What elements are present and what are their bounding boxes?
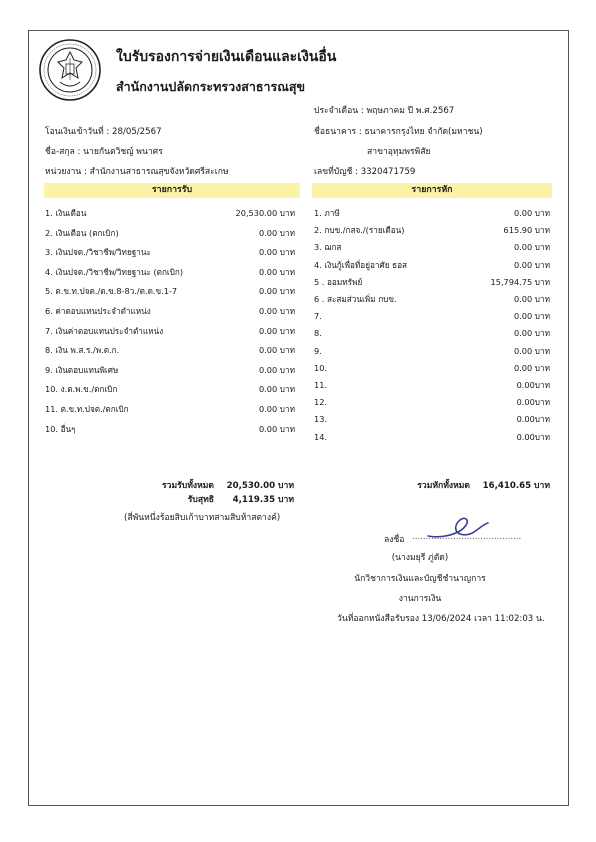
item-amount: 0.00 บาท bbox=[258, 423, 295, 434]
list-item bbox=[45, 305, 295, 317]
issue-timestamp: วันที่ออกหนังสือรับรอง 13/06/2024 เวลา 11:02:03 น. bbox=[337, 614, 545, 624]
list-item bbox=[45, 266, 295, 278]
list-item bbox=[45, 383, 295, 395]
item-label: 4. เงินปจต./วิชาชีพ/วิทยฐานะ (ตกเบิก) bbox=[45, 266, 184, 277]
income-header: รายการรับ bbox=[44, 183, 300, 198]
signer-section: งานการเงิน bbox=[398, 594, 442, 604]
item-label: 12. bbox=[314, 397, 328, 408]
item-label: 3. เงินปจต./วิชาชีพ/วิทยฐานะ bbox=[45, 247, 151, 258]
item-label: 11. bbox=[314, 380, 328, 390]
list-item bbox=[45, 364, 295, 376]
list-item bbox=[314, 379, 550, 391]
list-item bbox=[45, 403, 295, 415]
sign-label: ลงชื่อ bbox=[384, 535, 405, 545]
item-amount: 0.00 บาท bbox=[513, 208, 550, 218]
item-label: 7. เงินค่าตอบแทนประจำตำแหน่ง bbox=[45, 325, 164, 336]
item-label: 8. เงิน พ.ส.ร./พ.ต.ก. bbox=[45, 345, 120, 356]
item-amount: 0.00 บาท bbox=[513, 242, 550, 253]
work-unit: หน่วยงาน : สำนักงานสาธารณสุขจังหวัดศรีสะเกษ bbox=[45, 167, 229, 177]
net-pay-words: (สี่พันหนึ่งร้อยสิบเก้าบาทสามสิบห้าสตางค์) bbox=[124, 513, 281, 523]
signer-name: (นางมยุรี ภู่ตัด) bbox=[391, 553, 449, 563]
list-item bbox=[45, 423, 295, 435]
item-amount: 0.00 บาท bbox=[513, 259, 550, 270]
transfer-date: โอนเงินเข้าวันที่ : 28/05/2567 bbox=[45, 127, 162, 137]
list-item bbox=[314, 224, 550, 236]
item-amount: 0.00 บาท bbox=[258, 247, 295, 258]
item-amount: 20,530.00 บาท bbox=[235, 208, 295, 218]
net-pay-label: รับสุทธิ bbox=[187, 495, 214, 505]
item-label: 2. เงินเดือน (ตกเบิก) bbox=[45, 227, 119, 238]
item-label: 8. bbox=[314, 328, 322, 339]
bank-branch: สาขาอุทุมพรพิสัย bbox=[367, 147, 431, 157]
signer-position: นักวิชาการเงินและบัญชีชำนาญการ bbox=[354, 574, 486, 584]
list-item bbox=[45, 227, 295, 239]
list-item bbox=[314, 259, 550, 271]
item-label: 13. bbox=[314, 414, 328, 425]
list-item bbox=[314, 207, 550, 219]
item-amount: 0.00 บาท bbox=[513, 294, 550, 304]
item-label: 7. bbox=[314, 311, 322, 322]
list-item bbox=[45, 325, 295, 337]
item-label: 3. ฌกส bbox=[314, 242, 342, 253]
item-amount: 0.00 บาท bbox=[258, 325, 295, 336]
item-label: 2. กบข./กสจ./(รายเดือน) bbox=[314, 225, 405, 236]
deduction-header: รายการหัก bbox=[312, 183, 552, 198]
list-item bbox=[314, 345, 550, 357]
item-label: 4. เงินกู้เพื่อที่อยู่อาศัย ธอส bbox=[314, 259, 408, 270]
sign-dotted-line: ........................................ bbox=[412, 532, 522, 542]
item-amount: 0.00 บาท bbox=[513, 345, 550, 356]
item-label: 9. เงินตอบแทนพิเศษ bbox=[45, 364, 119, 375]
item-label: 10. อื่นๆ bbox=[45, 423, 76, 434]
item-label: 1. เงินเดือน bbox=[45, 208, 87, 218]
list-item bbox=[314, 396, 550, 408]
item-amount: 0.00 บาท bbox=[513, 311, 550, 322]
item-amount: 0.00 บาท bbox=[258, 227, 295, 238]
document-title: ใบรับรองการจ่ายเงินเดือนและเงินอื่น bbox=[116, 49, 337, 65]
employee-name: ชื่อ-สกุล : นายกันตวิชญ์ พนาศร bbox=[45, 147, 163, 157]
list-item bbox=[314, 413, 550, 425]
item-amount: 0.00บาท bbox=[516, 414, 550, 425]
item-amount: 15,794.75 บาท bbox=[490, 276, 550, 287]
deduction-total-value: 16,410.65 บาท bbox=[482, 481, 550, 491]
item-amount: 0.00 บาท bbox=[258, 286, 295, 297]
net-pay-value: 4,119.35 บาท bbox=[232, 495, 294, 505]
list-item bbox=[45, 344, 295, 356]
item-label: 10. bbox=[314, 362, 328, 373]
list-item bbox=[314, 310, 550, 322]
list-item bbox=[314, 276, 550, 288]
item-label: 1. ภาษี bbox=[314, 208, 340, 218]
item-amount: 0.00บาท bbox=[516, 431, 550, 442]
item-amount: 0.00 บาท bbox=[258, 345, 295, 356]
item-amount: 0.00บาท bbox=[516, 397, 550, 408]
item-amount: 0.00 บาท bbox=[258, 384, 295, 395]
list-item bbox=[314, 327, 550, 339]
item-label: 6. ค่าตอบแทนประจำตำแหน่ง bbox=[45, 306, 151, 316]
list-item bbox=[314, 362, 550, 374]
ministry-seal-icon bbox=[38, 38, 102, 102]
item-label: 5 . ออมทรัพย์ bbox=[314, 276, 363, 287]
item-label: 10. ง.ต.พ.ข./ตกเบิก bbox=[45, 384, 118, 395]
item-label: 6 . สะสมส่วนเพิ่ม กบข. bbox=[314, 294, 397, 304]
list-item bbox=[45, 207, 295, 219]
list-item bbox=[45, 285, 295, 297]
item-label: 14. bbox=[314, 431, 328, 442]
deduction-total-label: รวมหักทั้งหมด bbox=[417, 481, 470, 491]
pay-month: ประจำเดือน : พฤษภาคม ปี พ.ศ.2567 bbox=[314, 106, 455, 116]
item-amount: 615.90 บาท bbox=[503, 225, 550, 236]
item-label: 5. ต.ข.ท.ปจต./ต.ข.8-8ว./ต.ด.ข.1-7 bbox=[45, 286, 178, 297]
item-label: 11. ต.ข.ท.ปจต./ตกเบิก bbox=[45, 404, 129, 414]
list-item bbox=[314, 431, 550, 443]
item-amount: 0.00 บาท bbox=[513, 362, 550, 373]
account-number: เลขที่บัญชี : 3320471759 bbox=[314, 167, 416, 177]
item-amount: 0.00 บาท bbox=[258, 364, 295, 375]
item-amount: 0.00 บาท bbox=[258, 404, 295, 414]
item-amount: 0.00 บาท bbox=[258, 306, 295, 316]
organization-name: สำนักงานปลัดกระทรวงสาธารณสุข bbox=[116, 79, 305, 94]
item-label: 9. bbox=[314, 345, 322, 356]
item-amount: 0.00 บาท bbox=[513, 328, 550, 339]
list-item bbox=[314, 241, 550, 253]
handwritten-signature-icon bbox=[424, 514, 492, 542]
list-item bbox=[45, 246, 295, 258]
list-item bbox=[314, 293, 550, 305]
bank-name: ชื่อธนาคาร : ธนาคารกรุงไทย จำกัด(มหาชน) bbox=[314, 127, 483, 137]
item-amount: 0.00บาท bbox=[516, 380, 550, 390]
income-total-label: รวมรับทั้งหมด bbox=[162, 481, 214, 491]
income-total-value: 20,530.00 บาท bbox=[226, 481, 294, 491]
item-amount: 0.00 บาท bbox=[258, 266, 295, 277]
